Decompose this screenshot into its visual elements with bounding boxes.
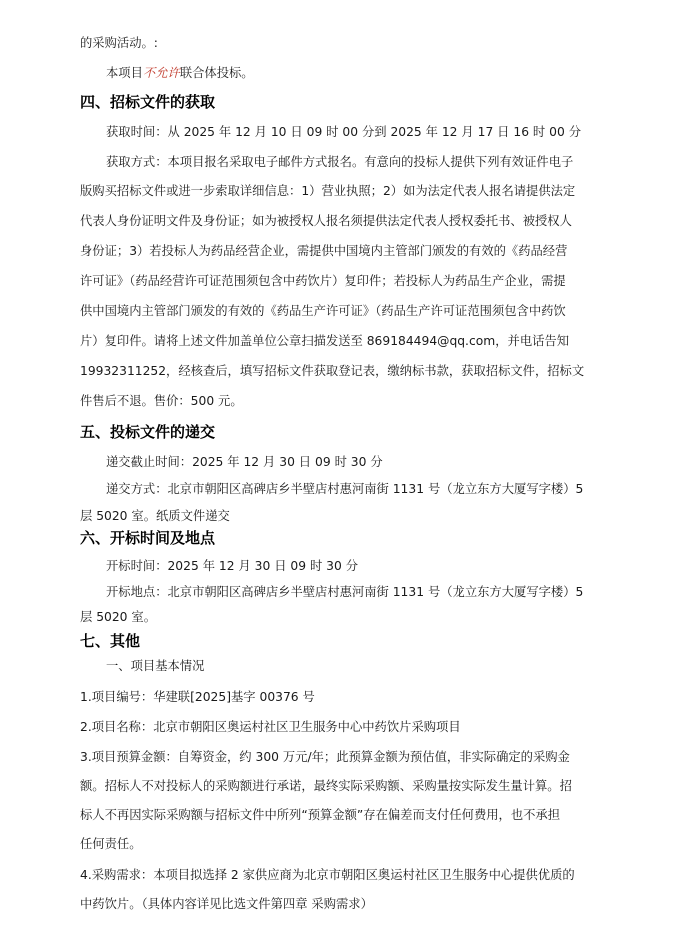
text-line: 代表人身份证明文件及身份证；如为被授权人报名须提供法定代表人授权委托书、被授权人 — [80, 214, 572, 228]
text-line: 身份证；3）若投标人为药品经营企业，需提供中国境内主管部门颁发的有效的《药品经营 — [80, 244, 568, 258]
text-line: 供中国境内主管部门颁发的有效的《药品生产许可证》（药品生产许可证范围须包含中药饮 — [80, 304, 566, 318]
text-line: 1.项目编号：华建联[2025]基字 00376 号 — [80, 690, 315, 704]
text-line: 标人不再因实际采购额与招标文件中所列“预算金额”存在偏差而支付任何费用，也不承担 — [80, 808, 561, 822]
sub-heading: 一、项目基本情况 — [106, 659, 205, 673]
text-line: 中药饮片。（具体内容详见比选文件第四章 采购需求） — [80, 897, 373, 911]
section-heading-5: 五、投标文件的递交 — [80, 423, 216, 441]
section-heading-7: 七、其他 — [80, 632, 141, 650]
text-fragment: 联合体投标。 — [179, 66, 254, 80]
text-line: 获取时间：从 2025 年 12 月 10 日 09 时 00 分到 2025 年 12 月 17 日 16 时 00 分 — [106, 125, 581, 139]
section-heading-4: 四、招标文件的获取 — [80, 93, 216, 111]
text-line: 19932311252，经核查后，填写招标文件获取登记表，缴纳标书款，获取招标文件，招标文 — [80, 364, 585, 378]
text-line: 递交方式：北京市朝阳区高碑店乡半壁店村惠河南街 1131 号（龙立东方大厦写字楼）5 — [106, 482, 584, 496]
text-line: 层 5020 室。 — [80, 610, 157, 624]
text-line: 片）复印件。请将上述文件加盖单位公章扫描发送至 869184494@qq.com，并电话告知 — [80, 334, 570, 348]
text-line: 4.采购需求：本项目拟选择 2 家供应商为北京市朝阳区奥运村社区卫生服务中心提供优质的 — [80, 868, 575, 882]
text-fragment: 本项目 — [106, 66, 143, 80]
text-line: 版购买招标文件或进一步索取详细信息：1）营业执照；2）如为法定代表人报名请提供法定 — [80, 184, 576, 198]
text-line: 件售后不退。售价：500 元。 — [80, 394, 243, 408]
text-line: 额。招标人不对投标人的采购额进行承诺，最终实际采购额、采购量按实际发生量计算。招 — [80, 779, 572, 793]
text-line: 获取方式：本项目报名采取电子邮件方式报名。有意向的投标人提供下列有效证件电子 — [106, 155, 574, 169]
section-heading-6: 六、开标时间及地点 — [80, 529, 216, 547]
highlighted-text: 不允许 — [142, 66, 180, 80]
text-line: 的采购活动。: — [80, 36, 158, 50]
text-line: 2.项目名称：北京市朝阳区奥运村社区卫生服务中心中药饮片采购项目 — [80, 720, 461, 734]
text-line — [106, 64, 254, 82]
text-line: 递交截止时间：2025 年 12 月 30 日 09 时 30 分 — [106, 455, 383, 469]
text-line: 3.项目预算金额：自筹资金，约 300 万元/年；此预算金额为预估值，非实际确定的采购金 — [80, 750, 570, 764]
text-line: 层 5020 室。纸质文件递交 — [80, 509, 230, 523]
text-line: 许可证》（药品经营许可证范围须包含中药饮片）复印件；若投标人为药品生产企业，需提 — [80, 274, 566, 288]
text-line: 开标地点：北京市朝阳区高碑店乡半壁店村惠河南街 1131 号（龙立东方大厦写字楼）5 — [106, 585, 584, 599]
text-line: 开标时间：2025 年 12 月 30 日 09 时 30 分 — [106, 559, 359, 573]
text-line: 任何责任。 — [80, 837, 142, 851]
